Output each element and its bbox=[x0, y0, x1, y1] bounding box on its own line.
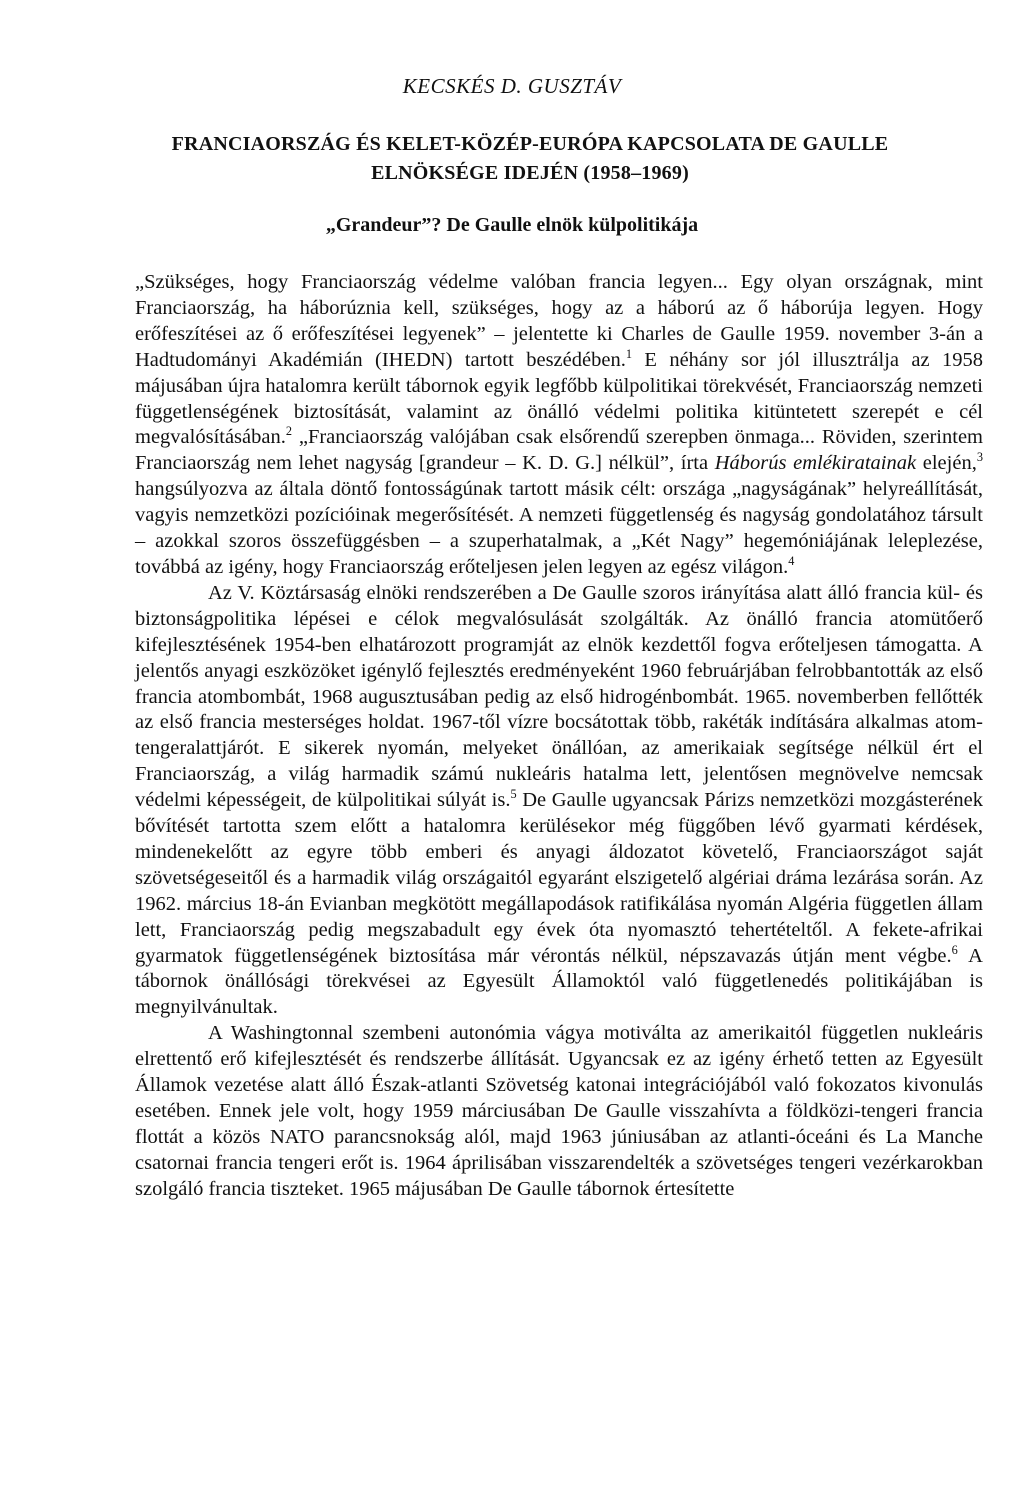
p1-text-c: „Franciaország valójában csak elsőrendű szerepben önmaga... Röviden, szerintem Franciaország nem lehet nagyság [grandeur – K. D. G.] nélkül”, írta bbox=[135, 426, 983, 475]
paragraph-2 bbox=[135, 581, 983, 1021]
footnote-ref-6: 6 bbox=[951, 942, 958, 957]
p1-text-a: „Szükséges, hogy Franciaország védelme valóban francia legyen... Egy olyan országnak, mint Franciaország, ha háborúznia kell, szükséges, hogy az a háború az ő háborúja legyen. Hogy erőfeszítései az ő erőfeszítései legyenek” – jelentette ki Charles de Gaulle 1959. november 3-án a Hadtudományi Akadémián (IHEDN) tartott beszédében. bbox=[135, 271, 983, 371]
article-body bbox=[135, 270, 983, 1203]
p2-text-b: De Gaulle ugyancsak Párizs nemzetközi mozgásterének bővítését tartotta szem előtt a hatalomra kerülésekor még függőben lévő gyarmati kérdések, mindenekelőtt az egyre több emberi és anyagi áldozatot követelő, Franciaországot saját szövetségeseitől és a harmadik világ országaitól egyaránt elszigetelő algériai dráma lezárása során. Az 1962. március 18-án Evianban megkötött megállapodások ratifikálása nyomán Algéria független állam lett, Franciaország pedig megszabadult egy évek óta nyomasztó tehertételtől. A fekete-afrikai gyarmatok függetlenségének biztosítása már vérontás nélkül, népszavazás útján ment végbe. bbox=[135, 789, 983, 967]
p1-text-e: hangsúlyozva az általa döntő fontosságúnak tartott másik célt: országa „nagyságának” helyreállítását, vagyis nemzetközi pozícióinak megerősítését. A nemzeti függetlenség és nagyság gondolatához társult – azokkal szoros összefüggésben – a szuperhatalmak, a „Két Nagy” hegemóniájának leleplezése, továbbá az igény, hogy Franciaország erőteljesen jelen legyen az egész világon. bbox=[135, 478, 983, 578]
article-title: FRANCIAORSZÁG ÉS KELET-KÖZÉP-EURÓPA KAPCSOLATA DE GAULLE ELNÖKSÉGE IDEJÉN (1958–1969) bbox=[171, 133, 889, 184]
author-name: KECSKÉS D. GUSZTÁV bbox=[402, 74, 622, 98]
footnote-ref-1: 1 bbox=[625, 346, 632, 361]
p1-text-b: E néhány sor jól illusztrálja az 1958 májusában újra hatalomra került tábornok egyik legfőbb külpolitikai törekvését, Franciaország nemzeti függetlenségének biztosítását, valamint az önálló védelmi politika kitüntetett szerepét e cél megvalósításában. bbox=[135, 348, 984, 449]
footnote-ref-3: 3 bbox=[976, 450, 983, 465]
p2-text-c: A tábornok önállósági törekvései az Egyesült Államoktól való függetlenedés politikájában is megnyilvánultak. bbox=[135, 944, 983, 1019]
book-title: Háborús emlékiratainak bbox=[714, 452, 917, 475]
paragraph-1 bbox=[135, 270, 983, 581]
footnote-ref-2: 2 bbox=[285, 424, 293, 439]
section-subtitle: „Grandeur”? De Gaulle elnök külpolitikája bbox=[325, 214, 699, 236]
p2-text-a: Az V. Köztársaság elnöki rendszerében a De Gaulle szoros irányítása alatt álló francia kül- és biztonságpolitika lépései e célok megvalósulását szolgálták. Az önálló francia atomütőerő kifejlesztésének 1954-ben elhatározott programját az elnök kezdettől fogva erőteljesen támogatta. A jelentős anyagi eszközöket igénylő fejlesztés eredményeként 1960 februárjában felrobbantották az első francia atombombát, 1968 augusztusában pedig az első hidrogénbombát. 1965. novemberben fellőtték az első francia mesterséges holdat. 1967-től vízre bocsátottak több, rakéták indítására alkalmas atom-tengeralattjárót. E sikerek nyomán, melyeket önállóan, az amerikaiak segítsége nélkül ért el Franciaország, a világ harmadik számú nukleáris hatalma lett, jelentősen megnövelve nemcsak védelmi képességeit, de külpolitikai súlyát is. bbox=[135, 581, 983, 812]
footnote-ref-4: 4 bbox=[788, 554, 795, 569]
paragraph-3: A Washingtonnal szembeni autonómia vágya motiválta az amerikaitól független nukleáris elrettentő erő kifejlesztését és rendszerbe állítását. Ugyancsak ez az igény érhető tetten az Egyesült Államok vezetése alatt álló Észak-atlanti Szövetség katonai integrációjából való fokozatos kivonulás esetében. Ennek jele volt, hogy 1959 márciusában De Gaulle visszahívta a földközi-tengeri francia flottát a közös NATO parancsnokság alól, majd 1963 júniusában az atlanti-óceáni és La Manche csatornai francia tengeri erőt is. 1964 áprilisában visszarendelték a szövetséges tengeri vezérkarokban szolgáló francia tiszteket. 1965 májusában De Gaulle tábornok értesítette bbox=[135, 1022, 983, 1200]
footnote-ref-5: 5 bbox=[510, 787, 517, 802]
p1-text-d: elején, bbox=[916, 452, 977, 475]
